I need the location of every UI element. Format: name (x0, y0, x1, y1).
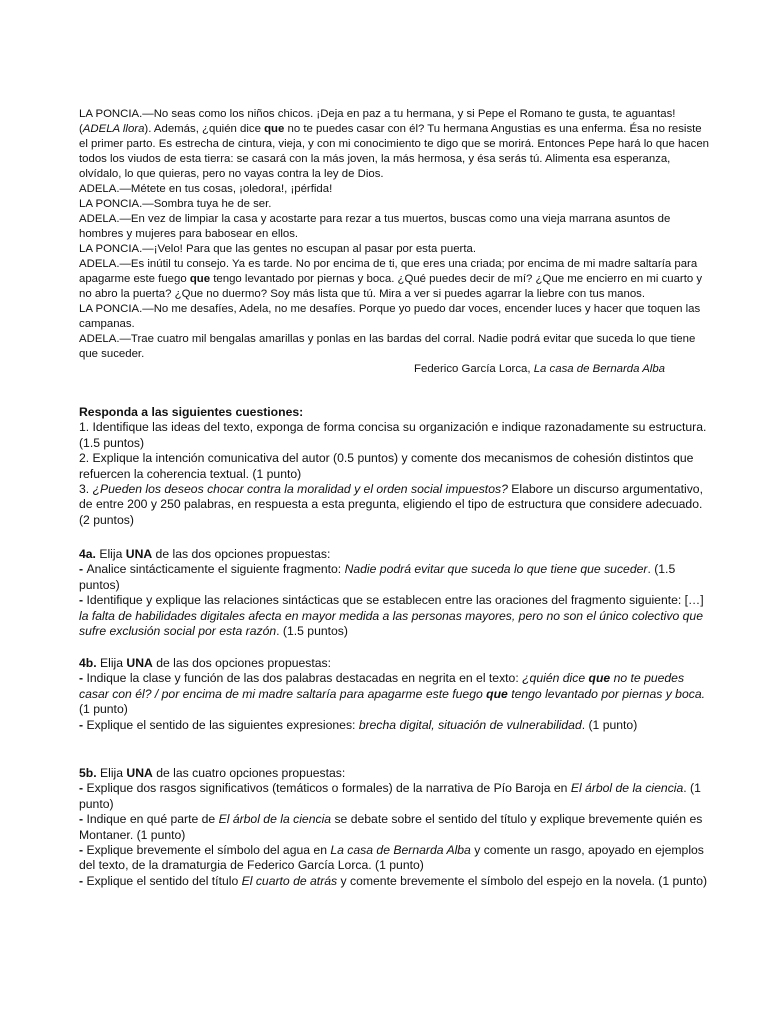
question-4b-option-1: - Indique la clase y función de las dos palabras destacadas en negrita en el texto: ¿quién dice que no te puedes casar con él? / por encima de mi madre saltaría para apagarme este fuego que tengo levantado por piernas y boca. (1 punto) (79, 671, 705, 717)
excerpt-line: ADELA.—Es inútil tu consejo. Ya es tarde. No por encima de ti, que eres una criada; por encima de mi madre saltaría para apagarme este fuego que tengo levantado por piernas y boca. ¿Qué puedes decir de mí? ¿Que me encierro en mi cuarto y no abro la puerta? ¿Que no duermo? Soy más lista que tú. Mira a ver si puedes agarrar la liebre con tus manos. (79, 258, 703, 300)
question-5b (79, 766, 711, 889)
question-5b-option-1: - Explique dos rasgos significativos (temáticos o formales) de la narrativa de Pío Baroja en El árbol de la ciencia. (1 punto) (79, 781, 701, 811)
question-5b-option-2: - Indique en qué parte de El árbol de la ciencia se debate sobre el sentido del título y explique brevemente quién es Montaner. (1 punto) (79, 812, 703, 842)
question-4a-option-2: - Identifique y explique las relaciones sintácticas que se establecen entre las oraciones del fragmento siguiente: […] la falta de habilidades digitales afecta en mayor medida a las personas mayores, pero no son el único colectivo que sufre exclusión social por esta razón. (1.5 puntos) (79, 593, 704, 639)
questions-section (79, 405, 711, 528)
excerpt-line: ADELA.—Métete en tus cosas, ¡oledora!, ¡pérfida! (79, 183, 333, 195)
excerpt-line: LA PONCIA.—Sombra tuya he de ser. (79, 198, 272, 210)
question-1: 1. Identifique las ideas del texto, exponga de forma concisa su organización e indique razonadamente su estructura. (1.5 puntos) (79, 420, 707, 450)
excerpt-signature: Federico García Lorca, La casa de Bernarda Alba (414, 363, 665, 375)
excerpt-line: ADELA.—En vez de limpiar la casa y acostarte para rezar a tus muertos, buscas como una vieja marrana asuntos de hombres y mujeres para babosear en ellos. (79, 213, 671, 240)
question-4b-intro: 4b. Elija UNA de las dos opciones propuestas: (79, 656, 332, 670)
excerpt-line: ADELA.—Trae cuatro mil bengalas amarillas y ponlas en las bardas del corral. Nadie podrá evitar que suceda lo que tiene que suceder. (79, 333, 696, 360)
excerpt-line: LA PONCIA.—No seas como los niños chicos. ¡Deja en paz a tu hermana, y si Pepe el Romano te gusta, te aguantas! (79, 108, 676, 120)
question-4b-option-2: - Explique el sentido de las siguientes expresiones: brecha digital, situación de vulnerabilidad. (1 punto) (79, 717, 638, 732)
question-4b (79, 656, 711, 733)
question-5b-option-4: - Explique el sentido del título El cuarto de atrás y comente brevemente el símbolo del espejo en la novela. (1 punto) (79, 873, 708, 888)
excerpt-line: LA PONCIA.—¡Velo! Para que las gentes no escupan al pasar por esta puerta. (79, 243, 477, 255)
question-3: 3. ¿Pueden los deseos chocar contra la moralidad y el orden social impuestos? Elabore un discurso argumentativo, de entre 200 y 250 palabras, en respuesta a esta pregunta, eligiendo el tipo de estructura que considere adecuado. (2 puntos) (79, 482, 703, 527)
excerpt-line: LA PONCIA.—No me desafíes, Adela, no me desafíes. Porque yo puedo dar voces, encender luces y hacer que toquen las campanas. (79, 303, 701, 330)
question-5b-intro: 5b. Elija UNA de las cuatro opciones propuestas: (79, 766, 346, 780)
question-4a-intro: 4a. Elija UNA de las dos opciones propuestas: (79, 547, 331, 561)
question-2: 2. Explique la intención comunicativa del autor (0.5 puntos) y comente dos mecanismos de cohesión distintos que refuercen la coherencia textual. (1 punto) (79, 451, 694, 481)
questions-heading: Responda a las siguientes cuestiones: (79, 405, 304, 419)
question-4a-option-1: - Analice sintácticamente el siguiente fragmento: Nadie podrá evitar que suceda lo que tiene que suceder. (1.5 puntos) (79, 562, 676, 592)
question-4a (79, 547, 711, 639)
question-5b-option-3: - Explique brevemente el símbolo del agua en La casa de Bernarda Alba y comente un rasgo, apoyado en ejemplos del texto, de la dramaturgia de Federico García Lorca. (1 punto) (79, 843, 704, 873)
excerpt-line: (ADELA llora). Además, ¿quién dice que no te puedes casar con él? Tu hermana Angustias es una enferma. Ésa no resiste el primer parto. Es estrecha de cintura, vieja, y con mi conocimiento te digo que se morirá. Entonces Pepe hará lo que hacen todos los viudos de esta tierra: se casará con la más joven, la más hermosa, y ésa serás tú. Alimenta esa esperanza, olvídalo, lo que quieras, pero no vayas contra la ley de Dios. (79, 123, 709, 180)
literary-excerpt (79, 107, 711, 377)
